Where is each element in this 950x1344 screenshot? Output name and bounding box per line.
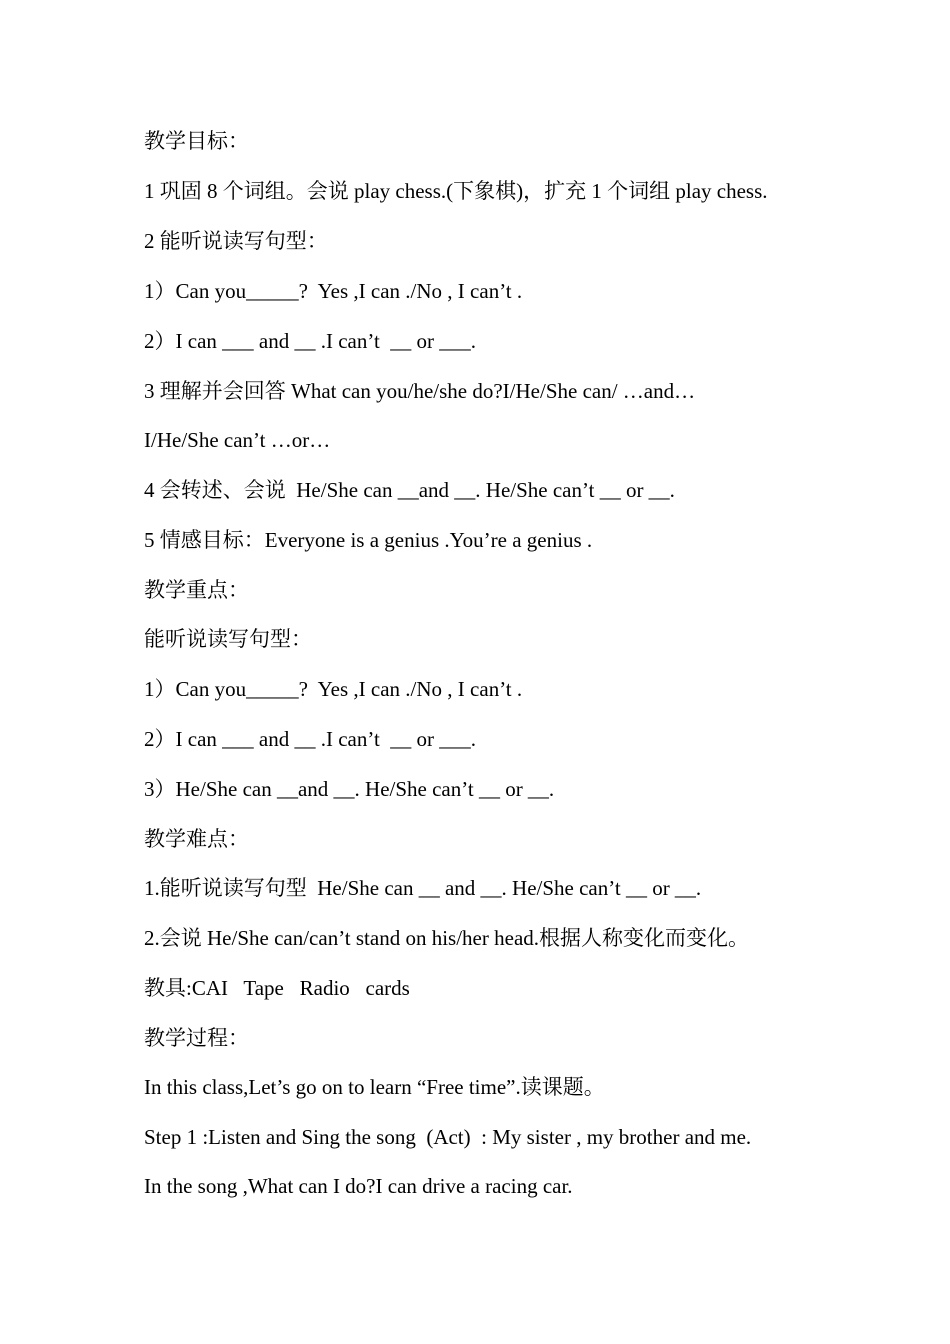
heading-teaching-process: 教学过程： xyxy=(144,1026,249,1050)
key-points-intro: 能听说读写句型： xyxy=(144,627,312,651)
heading-key-points: 教学重点： xyxy=(144,578,249,602)
objective-3-continued: I/He/She can’t …or… xyxy=(144,428,331,452)
objective-2: 2 能听说读写句型： xyxy=(144,229,328,253)
heading-difficult-points: 教学难点： xyxy=(144,827,249,851)
process-step-1: Step 1 :Listen and Sing the song (Act) : My sister , my brother and me. xyxy=(144,1125,752,1149)
difficult-point-2: 2.会说 He/She can/can’t stand on his/her head.根据人称变化而变化。 xyxy=(144,926,750,950)
process-intro: In this class,Let’s go on to learn “Free time”.读课题。 xyxy=(144,1075,605,1099)
key-point-1: 1）Can you_____? Yes ,I can ./No , I can’t . xyxy=(144,677,523,701)
process-step-1-detail: In the song ,What can I do?I can drive a racing car. xyxy=(144,1174,573,1198)
objective-3: 3 理解并会回答 What can you/he/she do?I/He/She can/ …and… xyxy=(144,379,696,403)
objective-1: 1 巩固 8 个词组。会说 play chess.(下象棋)，扩充 1 个词组 play chess. xyxy=(144,179,768,203)
difficult-point-1: 1.能听说读写句型 He/She can __ and __. He/She can’t __ or __. xyxy=(144,876,702,900)
objective-2-pattern-2: 2）I can ___ and __ .I can’t __ or ___. xyxy=(144,329,477,353)
key-point-2: 2）I can ___ and __ .I can’t __ or ___. xyxy=(144,727,477,751)
heading-teaching-objectives: 教学目标： xyxy=(144,129,249,153)
teaching-aids: 教具:CAI Tape Radio cards xyxy=(144,976,410,1000)
key-point-3: 3）He/She can __and __. He/She can’t __ or __. xyxy=(144,777,555,801)
objective-4: 4 会转述、会说 He/She can __and __. He/She can’t __ or __. xyxy=(144,478,675,502)
objective-5: 5 情感目标：Everyone is a genius .You’re a genius . xyxy=(144,528,593,552)
objective-2-pattern-1: 1）Can you_____? Yes ,I can ./No , I can’t . xyxy=(144,279,523,303)
